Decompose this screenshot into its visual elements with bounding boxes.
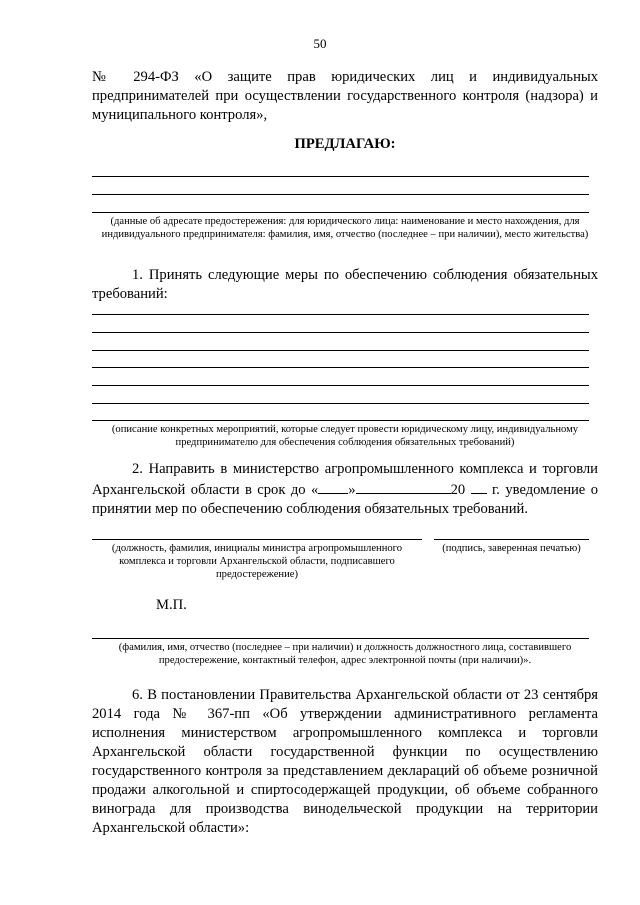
page-number: 50 xyxy=(313,36,327,51)
addressee-note: (данные об адресате предостережения: для юридического лица: наименование и место нахождения, для индивидуального предпринимателя: фамилия, имя, отчество (последнее – при наличии), место жительства) xyxy=(101,216,589,240)
measures-line-4 xyxy=(92,367,589,368)
compiler-line xyxy=(92,638,589,639)
deadline-month-blank xyxy=(356,479,451,494)
deadline-year-blank xyxy=(471,479,487,494)
item-2-paragraph xyxy=(92,460,598,519)
measures-line-1 xyxy=(92,314,589,315)
addressee-line-1 xyxy=(92,176,589,177)
measures-line-2 xyxy=(92,332,589,333)
seal-label: М.П. xyxy=(156,597,187,613)
item-2-text-end: г. уведомление о принятии мер по обеспечению соблюдения обязательных требований. xyxy=(92,482,598,517)
deadline-day-blank xyxy=(318,479,348,494)
measures-line-7 xyxy=(92,420,589,421)
signature-line xyxy=(434,539,589,540)
measures-note: (описание конкретных мероприятий, которые следует провести юридическому лицу, индивидуальному предпринимателю для обеспечения соблюдения обязательных требований) xyxy=(111,424,579,448)
compiler-note: (фамилия, имя, отчество (последнее – при наличии) и должность должностного лица, составившего предостережение, контактный телефон, адрес электронной почты (при наличии)». xyxy=(118,642,572,666)
item-6-paragraph: 6. В постановлении Правительства Архангельской области от 23 сентября 2014 года № 367-пп «Об утверждении административного регламента исполнения министерством агропромышленного комплекса и торговли Архангельской области государственной функции по осуществлению государственного контроля за представлением деклараций об объеме розничной продажи алкогольной и спиртосодержащей продукции, об объеме собранного винограда для производства винодельческой продукции на территории Архангельской области»: xyxy=(92,687,598,836)
item-1-paragraph: 1. Принять следующие меры по обеспечению соблюдения обязательных требований: xyxy=(92,267,598,302)
addressee-line-2 xyxy=(92,194,589,195)
signature-note: (подпись, заверенная печатью) xyxy=(442,543,581,554)
item-2-text-start: 2. Направить в министерство агропромышленного комплекса и торговли Архангельской области в срок до « xyxy=(92,461,598,498)
addressee-line-3 xyxy=(92,212,589,213)
signatory-note: (должность, фамилия, инициалы министра агропромышленного комплекса и торговли Архангельской области, подписавшего предостережение) xyxy=(111,543,403,580)
measures-line-6 xyxy=(92,403,589,404)
signatory-line xyxy=(92,539,422,540)
measures-line-5 xyxy=(92,385,589,386)
propose-heading: ПРЕДЛАГАЮ: xyxy=(294,136,396,152)
item-2-year-prefix: 20 xyxy=(450,482,466,498)
measures-line-3 xyxy=(92,350,589,351)
item-2-text-quote: » xyxy=(348,482,356,498)
intro-paragraph: № 294-ФЗ «О защите прав юридических лиц и индивидуальных предпринимателей при осуществлении государственного контроля (надзора) и муниципального контроля», xyxy=(92,69,598,123)
